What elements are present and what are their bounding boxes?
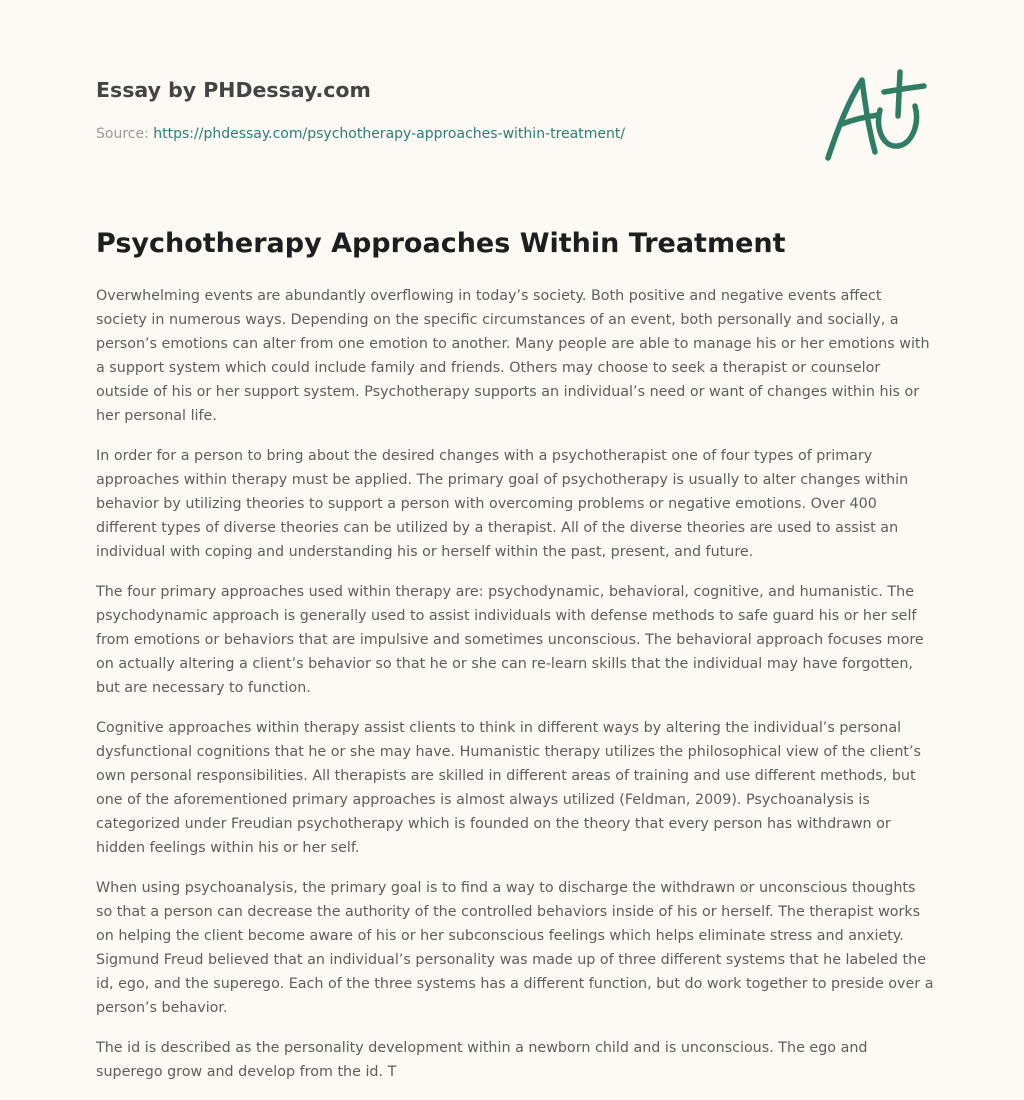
essay-paragraph: The id is described as the personality development within a newborn child and is unconscious. The ego and superego grow and develop from the id. T (96, 1040, 868, 1080)
source-line (96, 124, 625, 144)
site-title: Essay by PHDessay.com (96, 78, 371, 102)
source-label: Source: (96, 126, 149, 142)
essay-body (96, 284, 936, 1100)
essay-paragraph: Overwhelming events are abundantly overflowing in today’s society. Both positive and negative events affect society in numerous ways. Depending on the specific circumstances of an event, both personally and socially, a person’s emotions can alter from one emotion to another. Many people are able to manage his or her emotions with a support system which could include family and friends. Others may choose to seek a therapist or counselor outside of his or her support system. Psychotherapy supports an individual’s need or want of changes within his or her personal life. (96, 288, 930, 424)
source-link[interactable]: https://phdessay.com/psychotherapy-approaches-within-treatment/ (153, 126, 626, 142)
essay-paragraph: Cognitive approaches within therapy assist clients to think in different ways by altering the individual’s personal dysfunctional cognitions that he or she may have. Humanistic therapy utilizes the philosophical view of the client’s own personal responsibilities. All therapists are skilled in different areas of training and use different methods, but one of the aforementioned primary approaches is almost always utilized (Feldman, 2009). Psychoanalysis is categorized under Freudian psychotherapy which is founded on the theory that every person has withdrawn or hidden feelings within his or her self. (96, 720, 921, 856)
essay-title: Psychotherapy Approaches Within Treatment (96, 228, 786, 259)
essay-paragraph: The four primary approaches used within therapy are: psychodynamic, behavioral, cognitive, and humanistic. The psychodynamic approach is generally used to assist individuals with defense methods to safe guard his or her self from emotions or behaviors that are impulsive and sometimes unconscious. The behavioral approach focuses more on actually altering a client’s behavior so that he or she can re-learn skills that the individual may have forgotten, but are necessary to function. (96, 584, 924, 696)
a-plus-logo-icon (818, 66, 928, 166)
essay-paragraph: In order for a person to bring about the desired changes with a psychotherapist one of four types of primary approaches within therapy must be applied. The primary goal of psychotherapy is usually to alter changes within behavior by utilizing theories to support a person with overcoming problems or negative emotions. Over 400 different types of diverse theories can be utilized by a therapist. All of the diverse theories are used to assist an individual with coping and understanding his or herself within the past, present, and future. (96, 448, 909, 560)
essay-paragraph: When using psychoanalysis, the primary goal is to find a way to discharge the withdrawn or unconscious thoughts so that a person can decrease the authority of the controlled behaviors inside of his or herself. The therapist works on helping the client become aware of his or her subconscious feelings which helps eliminate stress and anxiety. Sigmund Freud believed that an individual’s personality was made up of three different systems that he labeled the id, ego, and the superego. Each of the three systems has a different function, but do work together to preside over a person’s behavior. (96, 880, 934, 1016)
